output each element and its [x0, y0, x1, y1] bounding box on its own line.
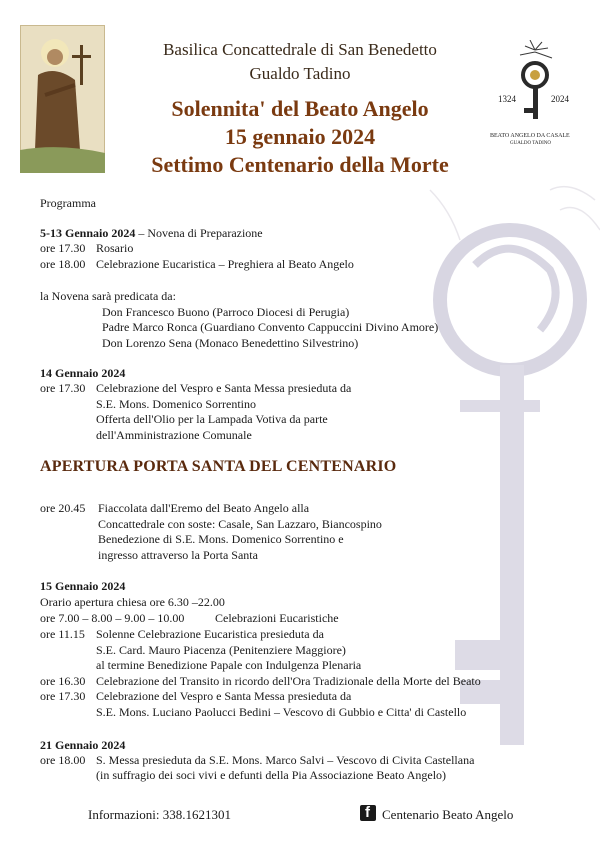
basilica-name: Basilica Concattedrale di San Benedetto	[163, 40, 437, 59]
sec3-line-0: Fiaccolata dall'Eremo del Beato Angelo alla	[98, 501, 310, 515]
logo-year-right: 2024	[551, 94, 569, 104]
sec1-heading	[40, 226, 263, 241]
sec3-line-3: ingresso attraverso la Porta Santa	[98, 548, 258, 562]
logo-caption-2: GUALDO TADINO	[510, 141, 552, 146]
sec2-time: ore 17.30	[40, 381, 86, 395]
sec4-text-1: Solenne Celebrazione Eucaristica presieduta da	[96, 627, 324, 641]
facebook-icon[interactable]: f	[360, 805, 376, 821]
sec4-text-6: S.E. Mons. Luciano Paolucci Bedini – Vescovo di Gubbio e Citta' di Castello	[96, 705, 467, 719]
sec4-text-4: Celebrazione del Transito in ricordo dell'Ora Tradizionale della Morte del Beato	[96, 674, 481, 688]
sec5-line-0: S. Messa presieduta da S.E. Mons. Marco Salvi – Vescovo di Civita Castellana	[96, 753, 475, 767]
preacher-1: Don Francesco Buono (Parroco Diocesi di Perugia)	[102, 305, 350, 319]
sec5-date: 21 Gennaio 2024	[40, 738, 126, 752]
sec1-desc: – Novena di Preparazione	[135, 226, 263, 240]
preacher-3: Don Lorenzo Sena (Monaco Benedettino Silvestrino)	[102, 336, 359, 350]
programma-label: Programma	[40, 196, 96, 210]
novena-intro: la Novena sarà predicata da:	[40, 289, 176, 303]
logo-year-left: 1324	[498, 94, 516, 104]
sec4-text-3: al termine Benedizione Papale con Indulgenza Plenaria	[96, 658, 362, 672]
sec2-line-3: dell'Amministrazione Comunale	[96, 428, 252, 442]
sec4-orario: Orario apertura chiesa ore 6.30 –22.00	[40, 595, 225, 609]
logo-caption-1: BEATO ANGELO DA CASALE	[490, 133, 570, 139]
sec1-date: 5-13 Gennaio 2024	[40, 226, 136, 240]
sec1-text-1: Celebrazione Eucaristica – Preghiera al Beato Angelo	[96, 257, 354, 271]
preacher-2: Padre Marco Ronca (Guardiano Convento Cappuccini Divino Amore)	[102, 320, 439, 334]
sec4-time-0: ore 7.00 – 8.00 – 9.00 – 10.00	[40, 611, 185, 625]
sec3-line-2: Benedezione di S.E. Mons. Domenico Sorrentino e	[98, 532, 344, 546]
title-date: 15 gennaio 2024	[224, 124, 376, 149]
sec1-time-1: ore 18.00	[40, 257, 86, 271]
sec4-date: 15 Gennaio 2024	[40, 579, 126, 593]
sec1-text-0: Rosario	[96, 241, 134, 255]
sec2-date: 14 Gennaio 2024	[40, 366, 126, 380]
sec3-line-1: Concattedrale con soste: Casale, San Lazzaro, Biancospino	[98, 517, 382, 531]
sec4-time-4: ore 16.30	[40, 674, 86, 688]
apertura-heading: APERTURA PORTA SANTA DEL CENTENARIO	[40, 458, 397, 475]
sec2-line-2: Offerta dell'Olio per la Lampada Votiva da parte	[96, 412, 328, 426]
sec4-text-5: Celebrazione del Vespro e Santa Messa presieduta da	[96, 689, 352, 703]
sec5-time: ore 18.00	[40, 753, 86, 767]
sec4-text-2: S.E. Card. Mauro Piacenza (Penitenziere Maggiore)	[96, 643, 346, 657]
facebook-page-name[interactable]: Centenario Beato Angelo	[382, 807, 514, 822]
title-centenario: Settimo Centenario della Morte	[151, 152, 449, 177]
sec2-line-1: S.E. Mons. Domenico Sorrentino	[96, 397, 256, 411]
title-solennita: Solennita' del Beato Angelo	[171, 96, 429, 121]
sec5-line-1: (in suffragio dei soci vivi e defunti della Pia Associazione Beato Angelo)	[96, 768, 447, 782]
sec2-line-0: Celebrazione del Vespro e Santa Messa presieduta da	[96, 381, 352, 395]
sec3-time: ore 20.45	[40, 501, 86, 515]
info-phone: Informazioni: 338.1621301	[88, 807, 231, 822]
sec4-text-0: Celebrazioni Eucaristiche	[215, 611, 339, 625]
town-name: Gualdo Tadino	[249, 64, 351, 83]
sec4-time-5: ore 17.30	[40, 689, 86, 703]
sec4-time-1: ore 11.15	[40, 627, 85, 641]
sec1-time-0: ore 17.30	[40, 241, 86, 255]
